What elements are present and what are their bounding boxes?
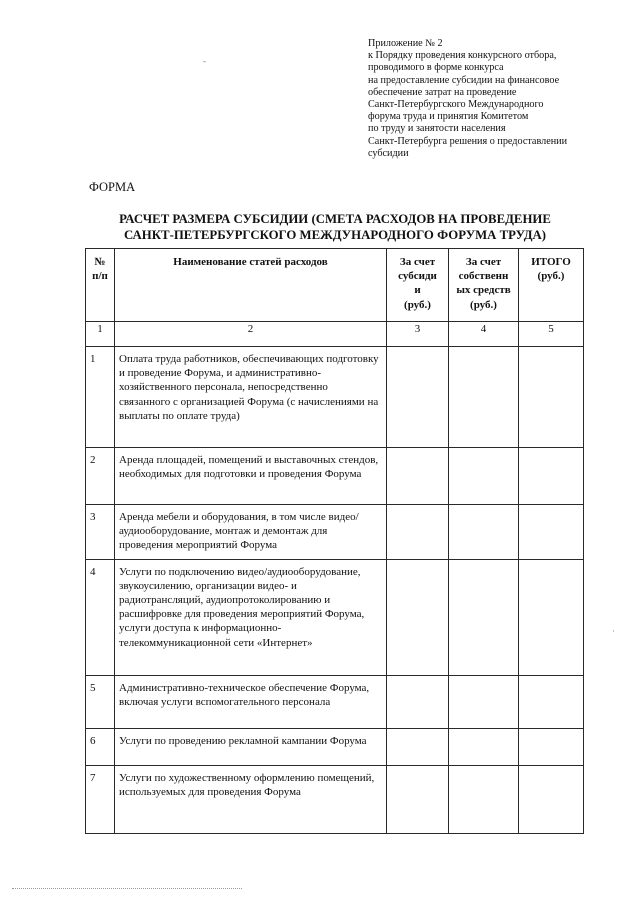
subsidy-amount-cell[interactable] (387, 347, 449, 448)
header-own-funds: За счет собственн ых средств (руб.) (449, 249, 519, 322)
appendix-line: форума труда и принятия Комитетом (368, 111, 529, 123)
table-row (86, 505, 584, 560)
header-number: № п/п (86, 249, 115, 322)
table-row (86, 347, 584, 448)
row-number: 5 (86, 675, 115, 728)
title-line-1: РАСЧЕТ РАЗМЕРА СУБСИДИИ (СМЕТА РАСХОДОВ НА ПРОВЕДЕНИЕ (119, 212, 551, 226)
subsidy-amount-cell[interactable] (387, 559, 449, 675)
table-row (86, 559, 584, 675)
own-funds-amount-cell[interactable] (449, 728, 519, 765)
appendix-line: субсидии (368, 147, 409, 159)
column-number: 5 (519, 322, 584, 347)
appendix-line: обеспечение затрат на проведение (368, 86, 517, 98)
table-row (86, 675, 584, 728)
own-funds-amount-cell[interactable] (449, 347, 519, 448)
column-number: 4 (449, 322, 519, 347)
header-expense-name: Наименование статей расходов (115, 249, 387, 322)
appendix-line: Приложение № 2 (368, 38, 443, 49)
subsidy-amount-cell[interactable] (387, 448, 449, 505)
row-description: Оплата труда работников, обеспечивающих подготовку и проведение Форума, и административно-хозяйственного персонала, непосредственно связанного с организацией Форума (с начислениями на выплаты по оплате труда) (115, 347, 387, 448)
own-funds-amount-cell[interactable] (449, 448, 519, 505)
row-description: Административно-техническое обеспечение Форума, включая услуги вспомогательного персонала (115, 675, 387, 728)
appendix-note (368, 38, 608, 160)
row-description: Услуги по проведению рекламной кампании Форума (115, 728, 387, 765)
header-subsidy: За счет субсиди и (руб.) (387, 249, 449, 322)
column-number: 1 (86, 322, 115, 347)
subsidy-amount-cell[interactable] (387, 675, 449, 728)
appendix-line: Санкт-Петербурга решения о предоставлении (368, 135, 568, 147)
total-amount-cell[interactable] (519, 728, 584, 765)
total-amount-cell[interactable] (519, 765, 584, 833)
appendix-line: на предоставление субсидии на финансовое (368, 74, 560, 86)
header-total: ИТОГО (руб.) (519, 249, 584, 322)
total-amount-cell[interactable] (519, 675, 584, 728)
table-row (86, 448, 584, 505)
scan-dot-mark: · (612, 626, 615, 636)
appendix-line: проводимого в форме конкурса (368, 62, 504, 74)
document-title (85, 212, 585, 243)
total-amount-cell[interactable] (519, 448, 584, 505)
row-number: 4 (86, 559, 115, 675)
row-description: Аренда мебели и оборудования, в том числе видео/аудиооборудование, монтаж и демонтаж для проведения мероприятий Форума (115, 505, 387, 560)
expense-table (85, 248, 584, 834)
own-funds-amount-cell[interactable] (449, 675, 519, 728)
subsidy-amount-cell[interactable] (387, 728, 449, 765)
row-description: Услуги по подключению видео/аудиооборудование, звукоусилению, организации видео- и радиотрансляций, аудиопротоколированию и расшифровке для проведения мероприятий Форума, услуги доступа к информационно-телекоммуникационной сети «Интернет» (115, 559, 387, 675)
row-number: 6 (86, 728, 115, 765)
row-number: 3 (86, 505, 115, 560)
column-number: 3 (387, 322, 449, 347)
appendix-line: Санкт-Петербургского Международного (368, 99, 544, 111)
row-description: Услуги по художественному оформлению помещений, используемых для проведения Форума (115, 765, 387, 833)
row-number: 2 (86, 448, 115, 505)
column-number-row (86, 322, 584, 347)
subsidy-amount-cell[interactable] (387, 505, 449, 560)
own-funds-amount-cell[interactable] (449, 765, 519, 833)
row-number: 1 (86, 347, 115, 448)
row-number: 7 (86, 765, 115, 833)
appendix-line: по труду и занятости населения (368, 123, 506, 135)
scan-dash-mark: - (203, 56, 206, 66)
own-funds-amount-cell[interactable] (449, 505, 519, 560)
column-number: 2 (115, 322, 387, 347)
appendix-line: к Порядку проведения конкурсного отбора, (368, 50, 557, 62)
total-amount-cell[interactable] (519, 347, 584, 448)
table-row (86, 765, 584, 833)
title-line-2: САНКТ-ПЕТЕРБУРГСКОГО МЕЖДУНАРОДНОГО ФОРУМА ТРУДА) (123, 227, 547, 242)
table-row (86, 728, 584, 765)
subsidy-amount-cell[interactable] (387, 765, 449, 833)
form-label: ФОРМА (89, 180, 136, 194)
own-funds-amount-cell[interactable] (449, 559, 519, 675)
total-amount-cell[interactable] (519, 559, 584, 675)
table-header-row (86, 249, 584, 322)
row-description: Аренда площадей, помещений и выставочных стендов, необходимых для подготовки и проведения Форума (115, 448, 387, 505)
total-amount-cell[interactable] (519, 505, 584, 560)
scan-footer-dots (12, 888, 242, 889)
